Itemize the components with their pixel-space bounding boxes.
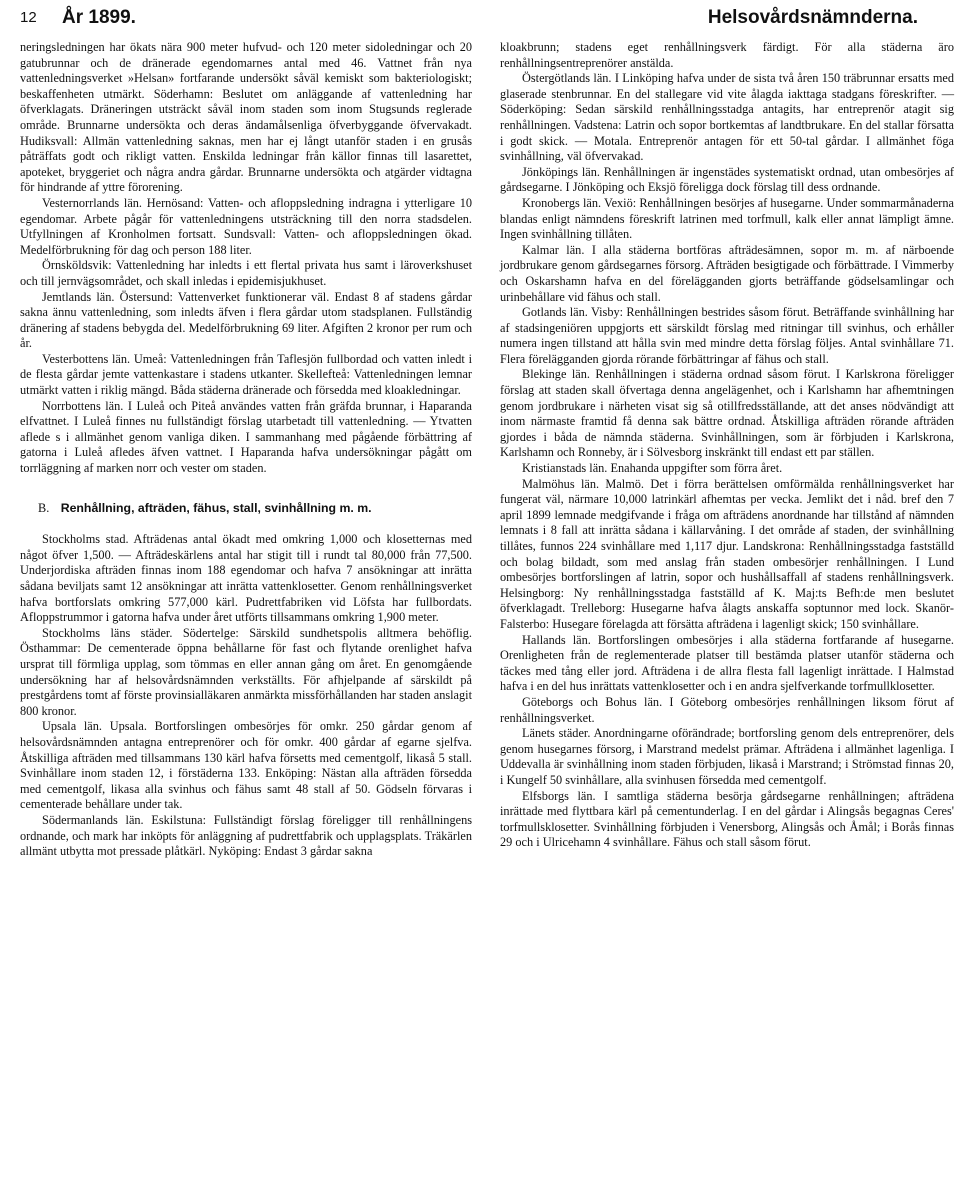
paragraph: neringsledningen har ökats nära 900 meter hufvud- och 120 meter sidoledningar och 20 gatubrunnar och de dränerade egendomarnes antal med 46. Vattnet från nya vattenledningsverket »Helsan» fortfarande undersökt såväl kemiskt som bakteriologiskt; beskaffenheten utmärkt. Söderhamn: Beslutet om anläggande af vattenledning har öfverklagats. Dräneringen utsträckt såväl inom staden som inom Stugsunds reglerade område. Brunnarne undersökta och deras ändamålsenliga öfverbyggande öfvervakadt. Hudiksvall: Allmän vattenledning saknas, men har ej långt utanför staden i en grusås påträffats godt och rikligt vatten. Enskilda ledningar från källor finnas till lasarettet, apoteket, bryggeriet och några andra gårdar. Brunnarne undersökta och atgärder vidtagna för hindrande af yttre förorening.	[20, 40, 472, 195]
paragraph: Upsala län. Upsala. Bortforslingen ombesörjes för omkr. 250 gårdar genom af helsovårdsnämnden antagna entreprenörer och för omkr. 400 gårdar af egarne sjelfva. Åtskilliga afträden med tillsammans 130 kärl hafva försetts med cementgolf, likaså 5 stall. Svinhållare inom staden 12, i förstäderna 133. Enköping: Nästan alla afträden försedda med cementgolf, likasa alla svinhus och fähus samt 48 stall af 50. Gödseln förvaras i cementerade behållare under tak.	[20, 719, 472, 812]
header-year: År 1899.	[62, 7, 136, 28]
paragraph: Kronobergs län. Vexiö: Renhållningen besörjes af husegarne. Under sommarmånaderna blandas enligt nämndens föreskrift latrinen med torfmull, kalk eller annat lämpligt ämne. Ingen svinhållning tillåten.	[500, 195, 954, 242]
paragraph: Hallands län. Bortforslingen ombesörjes i alla städerna fortfarande af husegarne. Orenligheten från de reglementerade platser till bestämda platser utanför städerna och täckes med tång eller jord. Afträdena i de allra flesta fall lagenligt inrättade. I Halmstad hafva i en del hus inrättats vattenklosetter och i en andra sjelfverkande torfmullklosetter.	[500, 632, 954, 694]
paragraph: Östergötlands län. I Linköping hafva under de sista två åren 150 träbrunnar ersatts med glaserade stenbrunnar. En del stallegare vid vite ålagda iakttaga stadgans föreskrifter. — Söderköping: Sedan särskild renhållningsstadga antagits, har entreprenör atagit sig renhållningen. Vadstena: Latrin och sopor bortkemtas af landtbrukare. En del stallar försatta i godt skick. — Motala. Entreprenör antagen för ett 50-tal gårdar. I allmänhet föga svinhållning, väl öfvervakad.	[500, 71, 954, 164]
paragraph: Örnsköldsvik: Vattenledning har inledts i ett flertal privata hus samt i läroverkshuset och till jernvägsområdet, och skall inledas i epidemisjukhuset.	[20, 258, 472, 288]
paragraph: Elfsborgs län. I samtliga städerna besörja gårdsegarne renhållningen; afträdena inrättade med flyttbara kärl på cementunderlag. I en del gårdar i Alingsås begagnas Ceres' torfmullsklosetter. Svinhållning förbjuden i Venersborg, Alingsås och Åmål; i Borås finnas 29 och i Ulricehamn 4 svinhållare. Fähus och stall såsom förut.	[500, 788, 954, 850]
paragraph: Blekinge län. Renhållningen i städerna ordnad såsom förut. I Karlskrona föreligger förslag att staden skall öfvertaga denna angelägenhet, och i Karlshamn har afhemtningen genom jordbrukare i närheten visat sig så otillfredsställande, att det anses nödvändigt att inom närmaste framtid få denna sak bättre ordnad. Åtskilliga afträden rörande afträden gjordes i båda de nämnda städerna. Svinhållningen, som är förbjuden i Karlskrona, Karlshamn och Ronneby, är i Sölvesborg inskränkt till endast ett par ställen.	[500, 367, 954, 460]
paragraph: Jemtlands län. Östersund: Vattenverket funktionerar väl. Endast 8 af stadens gårdar sakna ännu vattenledning, som inledts äfven i flera gårdar utom stadsplanen. Fullständig dränering af stadens bebygda del. Medelförbrukning 69 liter. Afgiften 2 kronor per rum och år.	[20, 289, 472, 351]
paragraph: Norrbottens län. I Luleå och Piteå användes vatten från gräfda brunnar, i Haparanda elfvattnet. I Luleå finnes nu fullständigt förslag utarbetadt till vattenledning. — Ytvatten aflede s i allmänhet genom vanliga diken. I sammanhang med pågående förbättring af gatorna i Luleå afledes äfven vattnet. I Haparanda hafva undersökningar pågått om torrläggning af marken norr och vester om staden.	[20, 398, 472, 476]
section-label: B.	[38, 500, 50, 515]
paragraph: Göteborgs och Bohus län. I Göteborg ombesörjes renhållningen liksom förut af renhållningsverket.	[500, 694, 954, 725]
header-title: Helsovårdsnämnderna.	[707, 7, 918, 28]
paragraph: Vesternorrlands län. Hernösand: Vatten- och afloppsledning indragna i ytterligare 10 egendomar. Arbete pågår för vattenledningens utsträckning till den norra stadsdelen. Utfyllningen af Kronholmen fortsatt. Sundsvall: Vatten- och afloppsledningen ökad. Medelförbrukning för dag och person 188 liter.	[20, 195, 472, 257]
paragraph: Gotlands län. Visby: Renhållningen bestrides såsom förut. Beträffande svinhållning har af stadsingeniören uppgjorts ett särskildt förslag med ritningar till svinhus, och erhåller numera ingen tillstand att hålla svin med mindre detta förslag följes. Antal svinhållare 71. Flera förelägganden gjorda rörande förbättringar af fähus och stall.	[500, 305, 954, 366]
left-column	[20, 40, 472, 860]
paragraph: Länets städer. Anordningarne oförändrade; bortforsling genom dels entreprenörer, dels genom husegarnes försorg, i Marstrand medelst prämar. Afträdena i allmänhet lagenliga. I Uddevalla är svinhållning inom staden förbjuden, likaså i Marstrand; i Strömstad finnas 20, i Kungelf 50 svinhållare, alla svinhusen försedda med cementgolf.	[500, 726, 954, 787]
page-number: 12	[20, 9, 37, 26]
paragraph: Stockholms läns städer. Södertelge: Särskild sundhetspolis alltmera behöflig. Östhammar: De cementerade öppna behållarne för fast och flytande orenlighet hafva ursprat till förmliga upplag, som tömmas en eller annan gång om året. En genomgående undersökning har af helsovårdsnämnden verkställts. För afhjelpande af särskildt på prestgårdens tomt af förste provinsialläkaren anmärkta missförhållanden har staden anslagit 800 kronor.	[20, 625, 472, 718]
paragraph: Södermanlands län. Eskilstuna: Fullständigt förslag föreligger till renhållningens ordnande, och mark har inköpts för anläggning af pudrettfabrik och upplagsplats. Träkärlen allmänt utbytta mot pressade plåtkärl. Nyköping: Endast 3 gårdar sakna	[20, 812, 472, 859]
section-heading	[38, 501, 472, 517]
paragraph: Vesterbottens län. Umeå: Vattenledningen från Taflesjön fullbordad och vatten inledt i de flesta gårdar jemte vattenkastare i stadens utkanter. Skellefteå: Vattenledningen lemnar utmärkt vatten i riklig mängd. Båda städerna dränerade och försedda med kloakledningar.	[20, 351, 472, 398]
paragraph: Kalmar län. I alla städerna bortföras afträdesämnen, sopor m. m. af närboende jordbrukare genom gårdsegarnes försorg. Afträden besigtigade och förbättrade. I Vimmerby och Oskarshamn hafva en del förelägganden gjorts beträffande gödselsamlingar och urinbehållare vid fähus och stall.	[500, 242, 954, 304]
paragraph: Stockholms stad. Afträdenas antal ökadt med omkring 1,000 och klosetternas med något öfver 1,500. — Afträdeskärlens antal har stigit till i rundt tal 80,000 från 77,500. Underjordiska afträden finnas inom 188 egendomar och hafva 7 ansökningar att inrätta sådana beviljats samt 12 ansökningar att inrätta vattenklosetter. Genom renhållningsverket hafva bortforslats omkring 577,000 kärl. Pudrettfabriken vid Löfsta har fullbordats. Afloppstrummor i gatorna hafva under året utförts tillsammans omkring 1,900 meter.	[20, 532, 472, 625]
paragraph: Kristianstads län. Enahanda uppgifter som förra året.	[522, 461, 783, 476]
page-header	[20, 4, 950, 32]
right-column	[500, 40, 954, 851]
section-title: Renhållning, afträden, fähus, stall, svinhållning m. m.	[60, 500, 372, 515]
paragraph: Malmöhus län. Malmö. Det i förra berättelsen omförmälda renhållningsverket har fungerat väl, närmare 10,000 latrinkärl afhemtas per vecka. Jemlikt det i nåd. bref den 7 april 1899 lemnade medgifvande i fråga om afträdens anordnande har tillstånd af nämnden lemnats i 8 fall att inrätta sådana i källarvåning. I det område af staden, der svinhållning tillåtes, funnos 224 svinhållare med 1,117 djur. Landskrona: Renhållningsstadga fastställd och bolag bildadt, som med anslag från staden ombesörjer renhållningen. I Lund ombesörjes bortforslingen af latrin, sopor och hushållsaffall af stadens renhållningsverk. Helsingborg: Ny renhållningsstadga fastställd af K. Maj:ts Befh:de men beslutet öfverklagadt. Trelleborg: Husegarne hafva ålagts anskaffa soptunnor med lock. Skanör-Falsterbo: Husegare förelagda att försätta afträdena i lagenligt skick; 150 svinhållare.	[500, 476, 954, 631]
paragraph: kloakbrunn; stadens eget renhållningsverk färdigt. För alla städerna äro renhållningsentreprenörer anstälda.	[500, 40, 954, 70]
paragraph: Jönköpings län. Renhållningen är ingenstädes systematiskt ordnad, utan ombesörjes af gårdsegarne. I Jönköping och Eksjö föreligga dock förslag till dess ordnande.	[500, 164, 954, 195]
